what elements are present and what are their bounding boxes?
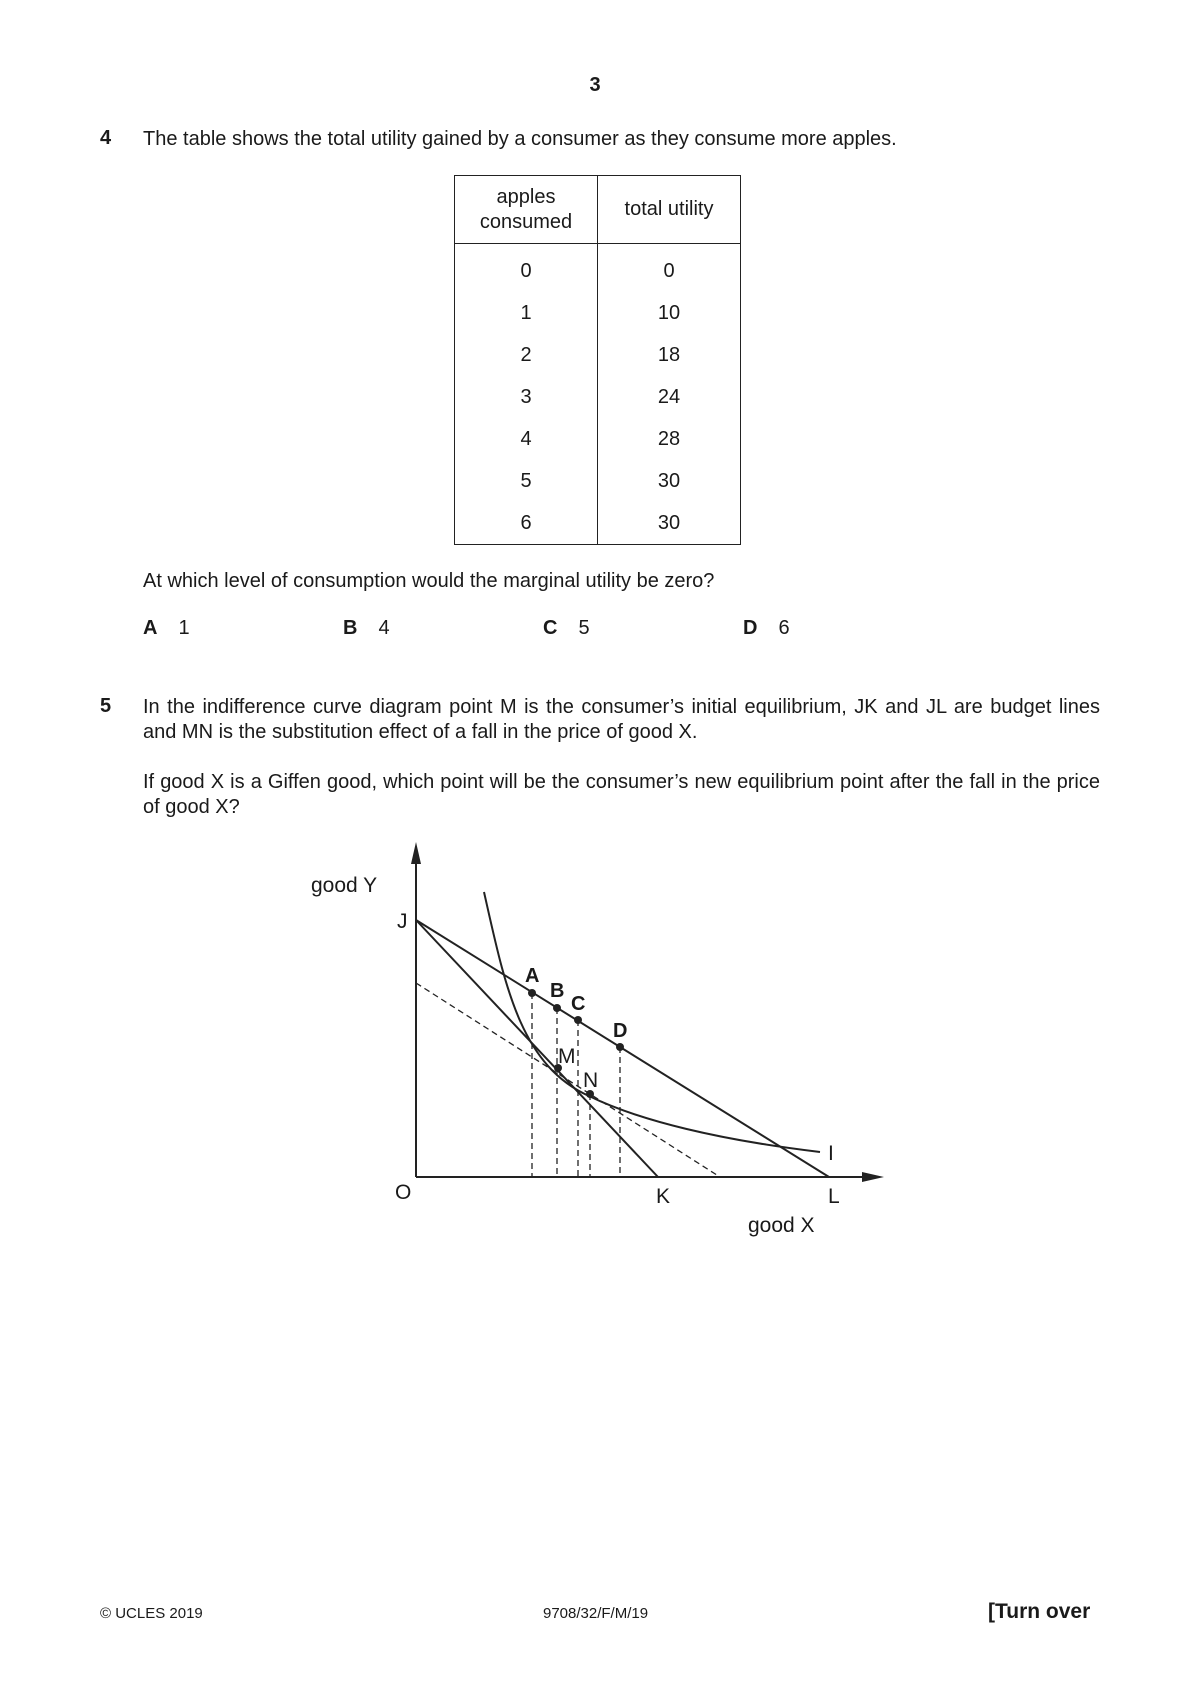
point-d [616,1043,624,1051]
table-row: 6 30 [455,502,741,545]
question-4-number: 4 [100,127,112,149]
label-i: I [828,1142,834,1165]
turn-over: [Turn over [988,1600,1091,1623]
label-m: M [558,1045,576,1068]
label-n: N [583,1069,599,1092]
label-a: A [525,965,540,987]
label-b: B [550,980,565,1002]
table-header-utility: total utility [598,176,741,244]
question-4-prompt: At which level of consumption would the marginal utility be zero? [143,570,715,592]
indifference-curve [484,892,820,1152]
table-row: 0 0 [455,244,741,293]
question-5-number: 5 [100,695,112,717]
label-c: C [571,993,586,1015]
label-d: D [613,1020,628,1042]
option-d[interactable]: D 6 [743,617,790,639]
y-axis-label: good Y [311,874,378,897]
table-row: 2 18 [455,334,741,376]
option-c[interactable]: C 5 [543,617,590,639]
table-row: 1 10 [455,292,741,334]
point-b [553,1004,561,1012]
question-5-paragraph-1: In the indifference curve diagram point M is the consumer’s initial equilibrium, JK and JL are budget lines and MN is the substitution effect of a fall in the price of good X. [143,696,1100,743]
table-header-apples: apples consumed [455,176,598,244]
x-axis-arrow [862,1172,884,1182]
table-row: 5 30 [455,460,741,502]
footer-code: 9708/32/F/M/19 [543,1605,649,1622]
label-j: J [397,910,408,933]
origin-label: O [395,1181,412,1204]
y-axis-arrow [411,842,421,864]
label-k: K [656,1185,671,1208]
label-l: L [828,1185,840,1208]
point-a [528,989,536,997]
table-row: 4 28 [455,418,741,460]
footer-copyright: © UCLES 2019 [100,1605,203,1622]
x-axis-label: good X [748,1214,815,1237]
page-number: 3 [589,74,601,96]
table-row: 3 24 [455,376,741,418]
question-5-paragraph-2: If good X is a Giffen good, which point will be the consumer’s new equilibrium point after the fall in the price of good X? [143,771,1100,818]
option-a[interactable]: A 1 [143,617,190,639]
question-4-stem: The table shows the total utility gained by a consumer as they consume more apples. [143,128,897,150]
option-b[interactable]: B 4 [343,617,390,639]
point-c [574,1016,582,1024]
